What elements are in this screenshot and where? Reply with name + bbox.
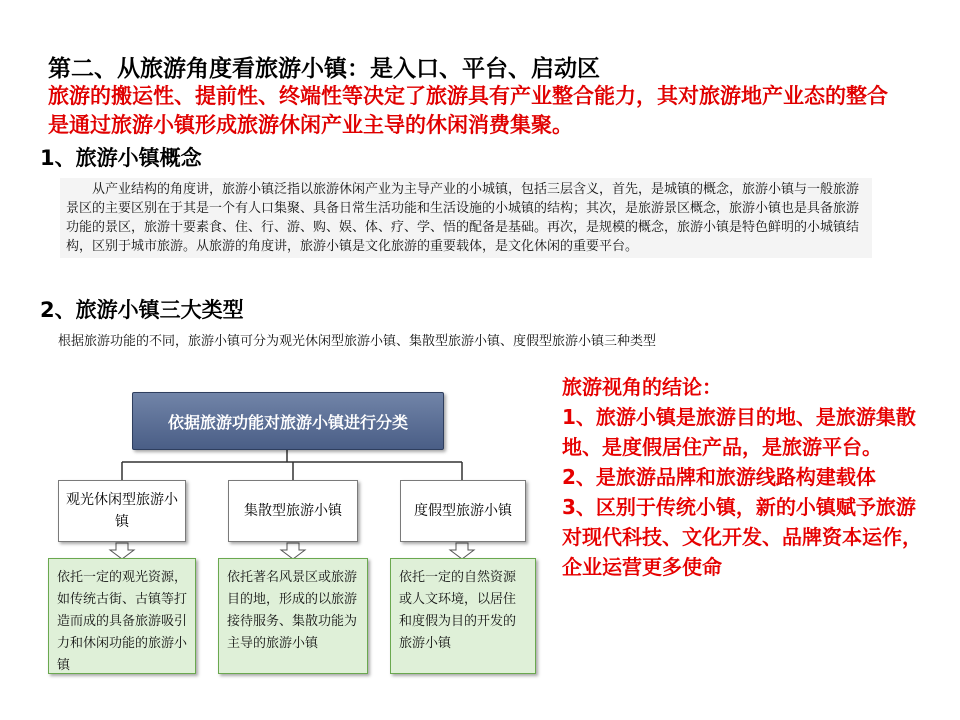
section2-heading: 2、旅游小镇三大类型 (40, 298, 244, 322)
arrow-icon-right (450, 543, 474, 559)
section2-paragraph: 根据旅游功能的不同，旅游小镇可分为观光休闲型旅游小镇、集散型旅游小镇、度假型旅游小镇三种类型 (58, 334, 657, 349)
conclusion-item: 3、区别于传统小镇，新的小镇赋予旅游对现代科技、文化开发、品牌资本运作，企业运营更多使命 (562, 495, 922, 579)
conclusion-item: 1、旅游小镇是旅游目的地、是旅游集散地、是度假居住产品，是旅游平台。 (562, 405, 916, 459)
category-desc-resort: 依托一定的自然资源或人文环境，以居住和度假为目的开发的旅游小镇 (390, 558, 536, 674)
diagram-root-box: 依据旅游功能对旅游小镇进行分类 (132, 392, 444, 450)
section1-heading: 1、旅游小镇概念 (40, 146, 202, 170)
arrow-icon-middle (281, 543, 305, 559)
conclusion-title: 旅游视角的结论： (562, 375, 722, 399)
arrow-icon-left (110, 543, 134, 559)
category-box-resort: 度假型旅游小镇 (400, 480, 526, 542)
category-desc-distribution: 依托著名风景区或旅游目的地，形成的以旅游接待服务、集散功能为主导的旅游小镇 (218, 558, 368, 674)
page-title: 第二、从旅游角度看旅游小镇：是入口、平台、启动区 (48, 56, 600, 82)
conclusion-item: 2、是旅游品牌和旅游线路构建载体 (562, 465, 876, 489)
section1-text: 从产业结构的角度讲，旅游小镇泛指以旅游休闲产业为主导产业的小城镇，包括三层含义，首先，是城镇的概念，旅游小镇与一般旅游景区的主要区别在于其是一个有人口集聚、具备日常生活功能和生活设施的小城镇的结构；其次，是旅游景区概念，旅游小镇也是具备旅游功能的景区，旅游十要素食、住、行、游、购、娱、体、疗、学、悟的配备是基础。再次，是规模的概念，旅游小镇是特色鲜明的小城镇结构，区别于城市旅游。从旅游的角度讲，旅游小镇是文化旅游的重要载体，是文化休闲的重要平台。 (66, 182, 860, 254)
category-box-sightseeing: 观光休闲型旅游小镇 (58, 480, 186, 542)
page-subtitle: 旅游的搬运性、提前性、终端性等决定了旅游具有产业整合能力，其对旅游地产业态的整合是通过旅游小镇形成旅游休闲产业主导的休闲消费集聚。 (48, 84, 888, 137)
conclusion-block (562, 372, 932, 582)
category-box-distribution: 集散型旅游小镇 (228, 480, 358, 542)
category-desc-sightseeing: 依托一定的观光资源，如传统古街、古镇等打造而成的具备旅游吸引力和休闲功能的旅游小镇 (48, 558, 196, 674)
